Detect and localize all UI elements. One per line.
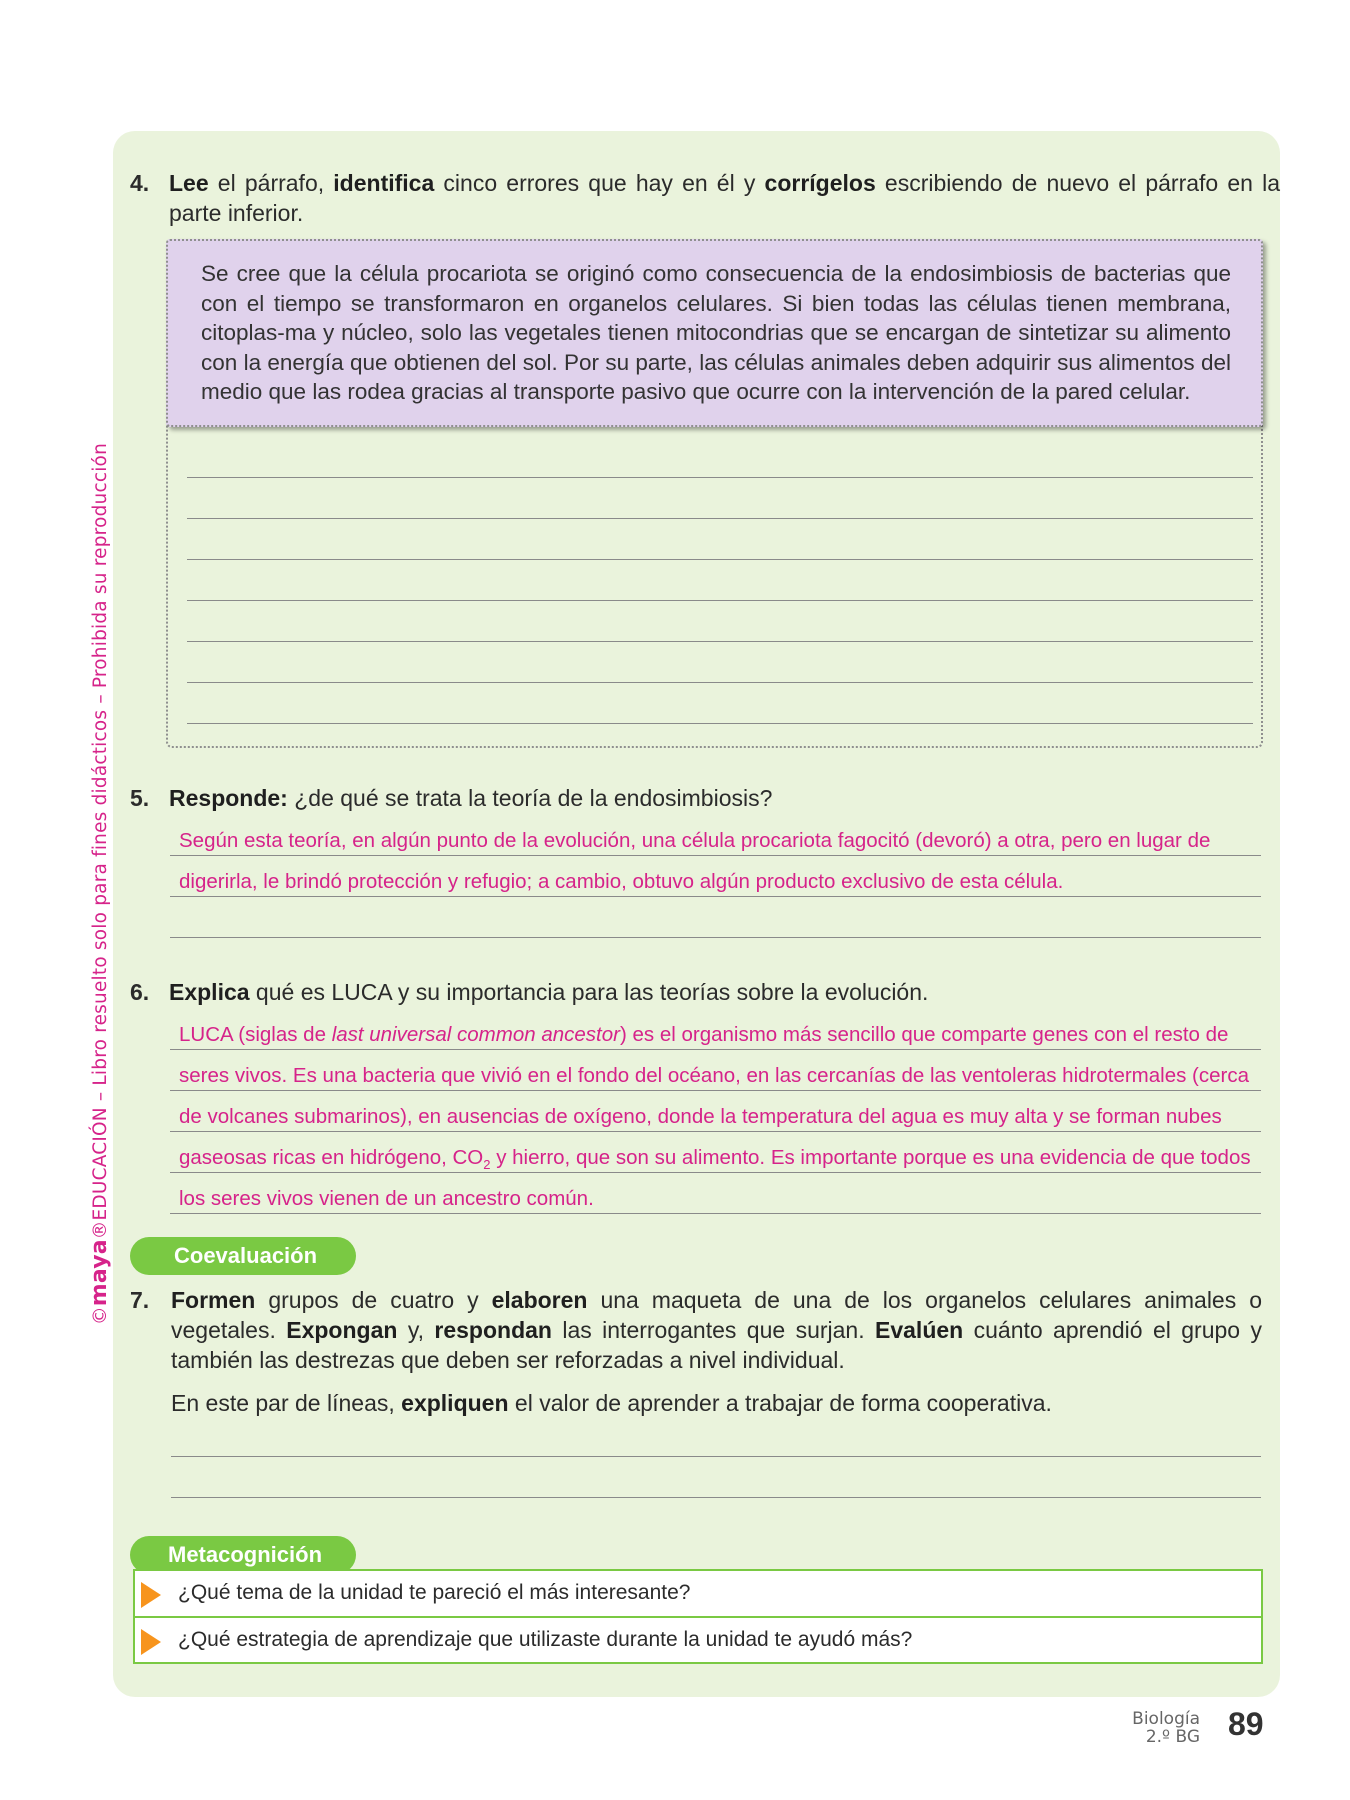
answer-line: digerirla, le brindó protección y refugio; a cambio, obtuvo algún producto exclusivo de esta célula. (179, 870, 1064, 893)
writing-line[interactable] (187, 641, 1253, 642)
writing-line[interactable] (170, 1049, 1261, 1050)
writing-line[interactable] (187, 600, 1253, 601)
writing-line[interactable] (187, 682, 1253, 683)
coevaluacion-badge: Coevaluación (130, 1237, 356, 1275)
question-number: 5. (130, 785, 150, 811)
question-6: 6. Explica qué es LUCA y su importancia para las teorías sobre la evolución. (130, 979, 929, 1005)
question-number: 7. (130, 1287, 150, 1313)
writing-line[interactable] (187, 477, 1253, 478)
answer-line: seres vivos. Es una bacteria que vivió en el fondo del océano, en las cercanías de las ventoleras hidrotermales (cerca (179, 1064, 1250, 1087)
copyright-sidebar: ©maya®EDUCACIÓN – Libro resuelto solo para fines didácticos – Prohibida su reproducción (87, 442, 112, 1325)
answer-line: Según esta teoría, en algún punto de la evolución, una célula procariota fagocitó (devoró) a otra, pero en lugar de (179, 829, 1211, 852)
writing-line[interactable] (171, 1497, 1261, 1498)
page-number: 89 (1228, 1706, 1264, 1742)
question-7: 7. Formen grupos de cuatro y elaboren una maqueta de una de los organelos celulares animales o vegetales. Expongan y, respondan las interrogantes que surjan. Evalúen cuánto aprendió el grupo y también las destrezas que deben ser reforzadas a nivel individual. (130, 1287, 1262, 1373)
question-number: 4. (130, 170, 150, 196)
writing-line[interactable] (170, 896, 1261, 897)
error-paragraph-box (166, 239, 1263, 427)
writing-line[interactable] (187, 559, 1253, 560)
orange-arrow-icon (141, 1629, 161, 1655)
metacognicion-badge: Metacognición (130, 1536, 356, 1574)
answer-line: gaseosas ricas en hidrógeno, $CO_2$ y hierro, que son su alimento. Es importante porque es una evidencia de que todos (179, 1146, 1251, 1173)
writing-line[interactable] (170, 937, 1261, 938)
writing-line[interactable] (187, 518, 1253, 519)
metacognicion-item: ¿Qué tema de la unidad te pareció el más interesante? (135, 1571, 1261, 1616)
writing-line[interactable] (170, 1213, 1261, 1214)
footer-subject: Biología 2.º BG (1132, 1709, 1200, 1747)
question-7-prompt: En este par de líneas, expliquen el valor de aprender a trabajar de forma cooperativa. (171, 1390, 1052, 1416)
maya-logo: maya (87, 1239, 112, 1307)
writing-line[interactable] (171, 1456, 1261, 1457)
writing-line[interactable] (187, 723, 1253, 724)
answer-line: los seres vivos vienen de un ancestro común. (179, 1187, 594, 1210)
writing-line[interactable] (170, 1131, 1261, 1132)
answer-line: LUCA (siglas de last universal common ancestor) es el organismo más sencillo que comparte genes con el resto de (179, 1023, 1229, 1046)
writing-line[interactable] (170, 1090, 1261, 1091)
answer-line: de volcanes submarinos), en ausencias de oxígeno, donde la temperatura del agua es muy alta y se forman nubes (179, 1105, 1222, 1128)
metacognicion-item: ¿Qué estrategia de aprendizaje que utilizaste durante la unidad te ayudó más? (135, 1616, 1261, 1663)
question-4: 4. Lee el párrafo, identifica cinco errores que hay en él y corrígelos escribiendo de nuevo el párrafo en la parte inferior. (130, 170, 1281, 226)
rewrite-area[interactable] (166, 416, 1263, 748)
orange-arrow-icon (141, 1582, 161, 1608)
writing-line[interactable] (170, 1172, 1261, 1173)
question-5: 5. Responde: ¿de qué se trata la teoría de la endosimbiosis? (130, 785, 773, 811)
error-paragraph: Se cree que la célula procariota se originó como consecuencia de la endosimbiosis de bacterias que con el tiempo se transformaron en organelos celulares. Si bien todas las células tienen membrana, citoplas-ma y núcleo, solo las vegetales tienen mitocondrias que se encargan de sintetizar su alimento con la energía que obtienen del sol. Por su parte, las células animales deben adquirir sus alimentos del medio que las rodea gracias al transporte pasivo que ocurre con la intervención de la pared celular. (201, 261, 1231, 404)
question-number: 6. (130, 979, 150, 1005)
metacognicion-table (133, 1569, 1263, 1664)
writing-line[interactable] (170, 855, 1261, 856)
